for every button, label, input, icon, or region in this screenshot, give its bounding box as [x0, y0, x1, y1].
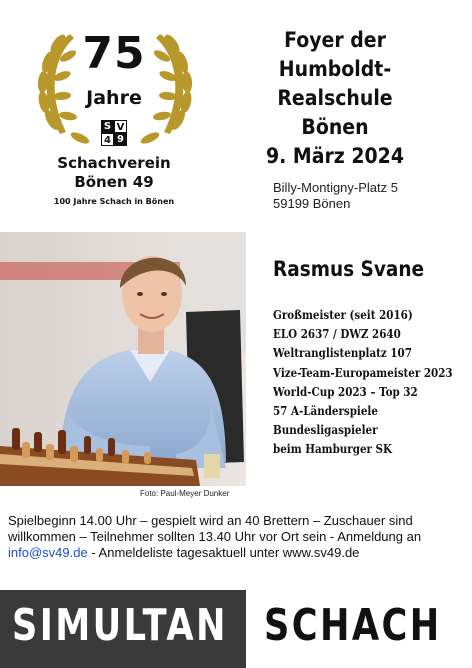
address-street: Billy-Montigny-Platz 5 [273, 180, 398, 195]
player-achievements [273, 306, 453, 460]
email-link[interactable]: info@sv49.de [8, 545, 88, 560]
player-name: Rasmus Svane [273, 257, 425, 281]
venue-line1: Foyer der [284, 28, 386, 52]
venue-address [273, 180, 398, 212]
venue-line2: Humboldt-Realschule [277, 57, 393, 110]
info-line3-text: - Anmeldeliste tagesaktuell unter www.sv49.de [87, 545, 360, 560]
achievement-item: Vize-Team-Europameister 2023 [273, 365, 453, 380]
venue-heading [233, 26, 436, 171]
photo-credit: Foto: Paul-Meyer Dunker [140, 489, 230, 498]
info-line1: Spielbeginn 14.00 Uhr – gespielt wird an 40 Brettern – Zuschauer sind [8, 513, 413, 528]
achievement-item: beim Hamburger SK [273, 442, 392, 457]
achievement-item: Großmeister (seit 2016) [273, 308, 413, 322]
club-name-line1: Schachverein [57, 154, 171, 172]
emblem-letter-v: V [114, 120, 127, 133]
anniversary-label: Jahre [86, 87, 142, 109]
club-tagline: 100 Jahre Schach in Bönen [53, 197, 175, 206]
banner-word-schach: SCHACH [264, 600, 442, 651]
banner-word-simultan: SIMULTAN [12, 600, 228, 651]
emblem-letter-s: S [101, 120, 114, 133]
address-city: 59199 Bönen [273, 196, 351, 211]
event-date: 9. März 2024 [266, 144, 404, 168]
info-line3 [8, 545, 468, 561]
venue-line3: Bönen [301, 115, 369, 139]
club-emblem [99, 118, 129, 148]
achievement-item: Bundesligaspieler [273, 423, 378, 438]
emblem-digit-9: 9 [114, 133, 127, 146]
title-banner [0, 590, 472, 668]
info-line2: willkommen – Teilnehmer sollten 13.40 Uhr vor Ort sein - Anmeldung an [8, 529, 422, 544]
achievement-item: Weltranglistenplatz 107 [273, 346, 412, 361]
achievement-item: World-Cup 2023 – Top 32 [273, 384, 418, 399]
emblem-digit-4: 4 [101, 133, 114, 146]
player-photo [0, 232, 246, 486]
achievement-item: ELO 2637 / DWZ 2640 [273, 327, 401, 342]
club-logo [30, 22, 220, 212]
anniversary-number: 75 [82, 28, 146, 79]
achievement-item: 57 A-Länderspiele [273, 404, 378, 419]
event-info-paragraph [8, 513, 468, 561]
player-portrait-image [0, 232, 246, 486]
club-name-line2: Bönen 49 [74, 173, 154, 191]
